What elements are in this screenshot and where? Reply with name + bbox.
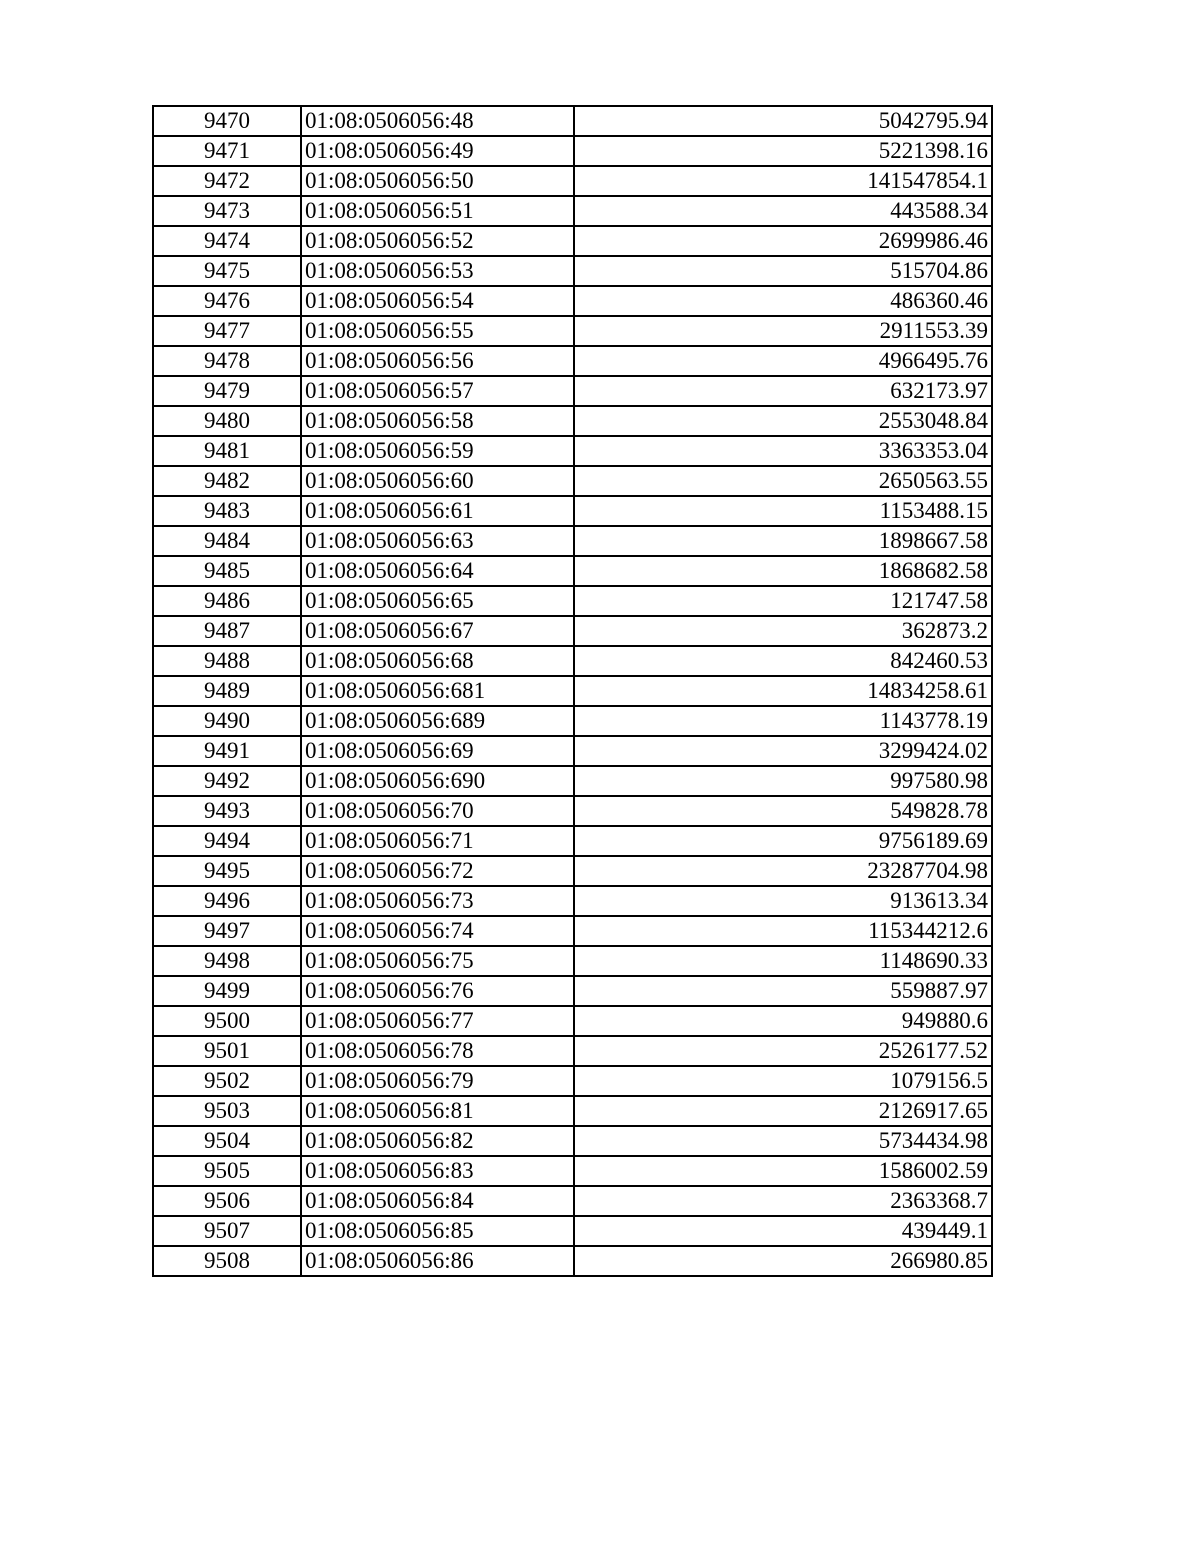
value-cell: 2911553.39 [574, 316, 992, 346]
cadastral-number-cell: 01:08:0506056:86 [301, 1246, 574, 1276]
row-number-cell: 9490 [153, 706, 301, 736]
value-cell: 2526177.52 [574, 1036, 992, 1066]
row-number-cell: 9478 [153, 346, 301, 376]
table-row [153, 976, 992, 1006]
row-number-cell: 9483 [153, 496, 301, 526]
value-cell: 3363353.04 [574, 436, 992, 466]
table-row [153, 496, 992, 526]
row-number-cell: 9471 [153, 136, 301, 166]
row-number-cell: 9476 [153, 286, 301, 316]
cadastral-number-cell: 01:08:0506056:67 [301, 616, 574, 646]
row-number-cell: 9480 [153, 406, 301, 436]
value-cell: 1586002.59 [574, 1156, 992, 1186]
table-row [153, 706, 992, 736]
cadastral-number-cell: 01:08:0506056:57 [301, 376, 574, 406]
table-row [153, 376, 992, 406]
row-number-cell: 9477 [153, 316, 301, 346]
cadastral-number-cell: 01:08:0506056:50 [301, 166, 574, 196]
table-row [153, 226, 992, 256]
row-number-cell: 9506 [153, 1186, 301, 1216]
value-cell: 362873.2 [574, 616, 992, 646]
cadastral-number-cell: 01:08:0506056:74 [301, 916, 574, 946]
table-row [153, 646, 992, 676]
value-cell: 266980.85 [574, 1246, 992, 1276]
row-number-cell: 9501 [153, 1036, 301, 1066]
data-table [152, 105, 993, 1277]
row-number-cell: 9473 [153, 196, 301, 226]
value-cell: 443588.34 [574, 196, 992, 226]
row-number-cell: 9486 [153, 586, 301, 616]
value-cell: 842460.53 [574, 646, 992, 676]
table-row [153, 466, 992, 496]
value-cell: 632173.97 [574, 376, 992, 406]
table-row [153, 886, 992, 916]
cadastral-number-cell: 01:08:0506056:54 [301, 286, 574, 316]
cadastral-number-cell: 01:08:0506056:53 [301, 256, 574, 286]
table-row [153, 766, 992, 796]
cadastral-number-cell: 01:08:0506056:75 [301, 946, 574, 976]
value-cell: 2363368.7 [574, 1186, 992, 1216]
row-number-cell: 9493 [153, 796, 301, 826]
value-cell: 549828.78 [574, 796, 992, 826]
value-cell: 1868682.58 [574, 556, 992, 586]
cadastral-number-cell: 01:08:0506056:68 [301, 646, 574, 676]
row-number-cell: 9507 [153, 1216, 301, 1246]
value-cell: 3299424.02 [574, 736, 992, 766]
table-row [153, 856, 992, 886]
table-row [153, 436, 992, 466]
row-number-cell: 9503 [153, 1096, 301, 1126]
row-number-cell: 9472 [153, 166, 301, 196]
cadastral-number-cell: 01:08:0506056:65 [301, 586, 574, 616]
cadastral-number-cell: 01:08:0506056:51 [301, 196, 574, 226]
cadastral-number-cell: 01:08:0506056:55 [301, 316, 574, 346]
cadastral-number-cell: 01:08:0506056:73 [301, 886, 574, 916]
row-number-cell: 9484 [153, 526, 301, 556]
row-number-cell: 9491 [153, 736, 301, 766]
table-row [153, 406, 992, 436]
value-cell: 2553048.84 [574, 406, 992, 436]
value-cell: 5734434.98 [574, 1126, 992, 1156]
cadastral-number-cell: 01:08:0506056:64 [301, 556, 574, 586]
table-row [153, 1066, 992, 1096]
cadastral-number-cell: 01:08:0506056:70 [301, 796, 574, 826]
cadastral-number-cell: 01:08:0506056:84 [301, 1186, 574, 1216]
row-number-cell: 9495 [153, 856, 301, 886]
cadastral-number-cell: 01:08:0506056:71 [301, 826, 574, 856]
cadastral-number-cell: 01:08:0506056:77 [301, 1006, 574, 1036]
table-row [153, 136, 992, 166]
row-number-cell: 9496 [153, 886, 301, 916]
value-cell: 997580.98 [574, 766, 992, 796]
table-row [153, 1126, 992, 1156]
value-cell: 1079156.5 [574, 1066, 992, 1096]
table-row [153, 106, 992, 136]
value-cell: 1153488.15 [574, 496, 992, 526]
value-cell: 2650563.55 [574, 466, 992, 496]
table-row [153, 736, 992, 766]
cadastral-number-cell: 01:08:0506056:79 [301, 1066, 574, 1096]
row-number-cell: 9498 [153, 946, 301, 976]
row-number-cell: 9488 [153, 646, 301, 676]
table-row [153, 1246, 992, 1276]
row-number-cell: 9508 [153, 1246, 301, 1276]
value-cell: 121747.58 [574, 586, 992, 616]
value-cell: 559887.97 [574, 976, 992, 1006]
row-number-cell: 9475 [153, 256, 301, 286]
table-body [153, 106, 992, 1276]
row-number-cell: 9474 [153, 226, 301, 256]
cadastral-number-cell: 01:08:0506056:56 [301, 346, 574, 376]
table-row [153, 556, 992, 586]
table-row [153, 346, 992, 376]
value-cell: 2126917.65 [574, 1096, 992, 1126]
table-row [153, 676, 992, 706]
table-row [153, 1096, 992, 1126]
value-cell: 949880.6 [574, 1006, 992, 1036]
row-number-cell: 9482 [153, 466, 301, 496]
value-cell: 515704.86 [574, 256, 992, 286]
table-row [153, 826, 992, 856]
table-row [153, 1186, 992, 1216]
value-cell: 141547854.1 [574, 166, 992, 196]
value-cell: 486360.46 [574, 286, 992, 316]
row-number-cell: 9470 [153, 106, 301, 136]
cadastral-number-cell: 01:08:0506056:85 [301, 1216, 574, 1246]
value-cell: 23287704.98 [574, 856, 992, 886]
value-cell: 1143778.19 [574, 706, 992, 736]
table-row [153, 946, 992, 976]
table-row [153, 166, 992, 196]
table-row [153, 616, 992, 646]
value-cell: 14834258.61 [574, 676, 992, 706]
row-number-cell: 9499 [153, 976, 301, 1006]
cadastral-number-cell: 01:08:0506056:49 [301, 136, 574, 166]
value-cell: 4966495.76 [574, 346, 992, 376]
row-number-cell: 9492 [153, 766, 301, 796]
cadastral-number-cell: 01:08:0506056:60 [301, 466, 574, 496]
cadastral-number-cell: 01:08:0506056:76 [301, 976, 574, 1006]
cadastral-number-cell: 01:08:0506056:63 [301, 526, 574, 556]
cadastral-number-cell: 01:08:0506056:58 [301, 406, 574, 436]
table-row [153, 1006, 992, 1036]
value-cell: 9756189.69 [574, 826, 992, 856]
table-row [153, 1156, 992, 1186]
table-row [153, 526, 992, 556]
cadastral-number-cell: 01:08:0506056:681 [301, 676, 574, 706]
table-row [153, 1036, 992, 1066]
row-number-cell: 9479 [153, 376, 301, 406]
table-row [153, 1216, 992, 1246]
row-number-cell: 9500 [153, 1006, 301, 1036]
table-row [153, 196, 992, 226]
cadastral-number-cell: 01:08:0506056:48 [301, 106, 574, 136]
value-cell: 5042795.94 [574, 106, 992, 136]
table-row [153, 916, 992, 946]
row-number-cell: 9485 [153, 556, 301, 586]
table-row [153, 256, 992, 286]
row-number-cell: 9497 [153, 916, 301, 946]
row-number-cell: 9489 [153, 676, 301, 706]
cadastral-number-cell: 01:08:0506056:61 [301, 496, 574, 526]
row-number-cell: 9505 [153, 1156, 301, 1186]
cadastral-number-cell: 01:08:0506056:78 [301, 1036, 574, 1066]
cadastral-number-cell: 01:08:0506056:59 [301, 436, 574, 466]
row-number-cell: 9494 [153, 826, 301, 856]
cadastral-number-cell: 01:08:0506056:83 [301, 1156, 574, 1186]
row-number-cell: 9504 [153, 1126, 301, 1156]
row-number-cell: 9481 [153, 436, 301, 466]
table-row [153, 316, 992, 346]
value-cell: 1898667.58 [574, 526, 992, 556]
cadastral-number-cell: 01:08:0506056:690 [301, 766, 574, 796]
value-cell: 913613.34 [574, 886, 992, 916]
value-cell: 2699986.46 [574, 226, 992, 256]
cadastral-number-cell: 01:08:0506056:82 [301, 1126, 574, 1156]
table-row [153, 796, 992, 826]
row-number-cell: 9502 [153, 1066, 301, 1096]
cadastral-number-cell: 01:08:0506056:72 [301, 856, 574, 886]
value-cell: 115344212.6 [574, 916, 992, 946]
cadastral-number-cell: 01:08:0506056:52 [301, 226, 574, 256]
row-number-cell: 9487 [153, 616, 301, 646]
table-row [153, 286, 992, 316]
value-cell: 5221398.16 [574, 136, 992, 166]
value-cell: 1148690.33 [574, 946, 992, 976]
cadastral-number-cell: 01:08:0506056:69 [301, 736, 574, 766]
cadastral-number-cell: 01:08:0506056:689 [301, 706, 574, 736]
table-row [153, 586, 992, 616]
cadastral-number-cell: 01:08:0506056:81 [301, 1096, 574, 1126]
value-cell: 439449.1 [574, 1216, 992, 1246]
